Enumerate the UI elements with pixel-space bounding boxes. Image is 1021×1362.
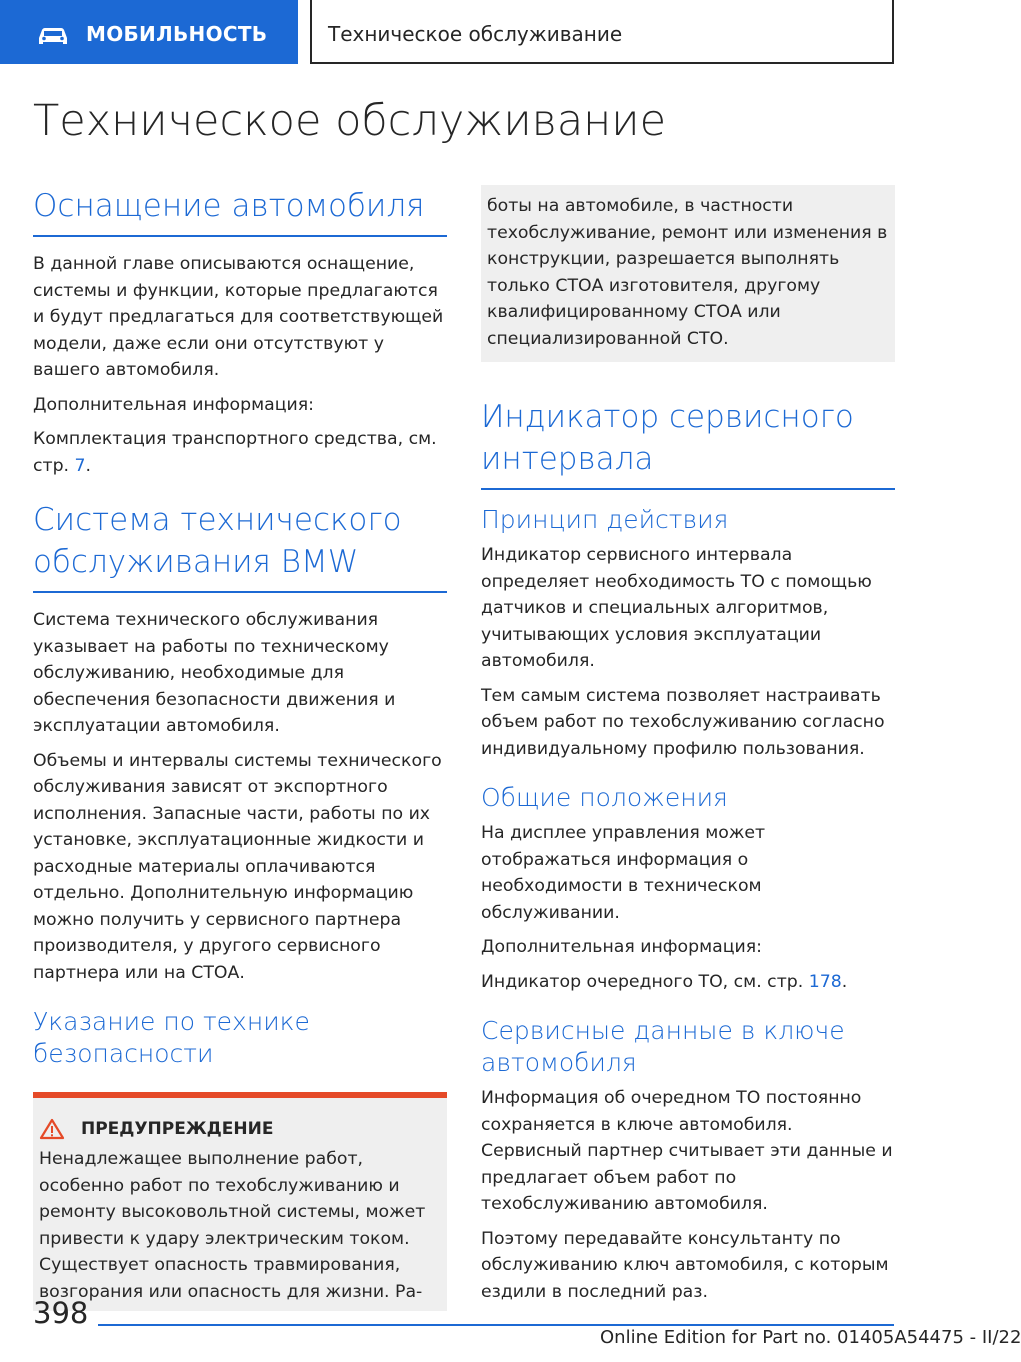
tab-label: МОБИЛЬНОСТЬ bbox=[86, 22, 268, 46]
warning-triangle-icon bbox=[39, 1118, 65, 1140]
paragraph: На дисплее управления может отображаться информация о необходимости в техническом обслуживании. bbox=[481, 823, 766, 923]
paragraph: Объемы и интервалы системы технического обслуживания зависят от экспортного исполнения. Запасные части, работы по их установке, эксплуатационные жидкости и расходные материалы оплачиваются отдельно. Дополнительную информацию можно получить у сервисного партнера производителя, у другого сервисного партнера или на СТОА. bbox=[33, 750, 442, 983]
warning-box-continued bbox=[481, 185, 895, 362]
warning-title: ПРЕДУПРЕЖДЕНИЕ bbox=[81, 1119, 274, 1139]
heading-safety-note: Указание по технике безопасности bbox=[33, 1007, 310, 1068]
heading-service-indicator: Индикатор сервисного интервала bbox=[481, 396, 895, 490]
header-tab[interactable] bbox=[0, 0, 298, 64]
paragraph: Информация об очередном ТО постоянно сохраняется в ключе автомобиля. Сервисный партнер считывает эти данные и предлагает объем работ по техобслуживанию автомобиля. bbox=[481, 1088, 893, 1214]
paragraph: Дополнительная информация: bbox=[481, 937, 762, 957]
page-link[interactable]: 178 bbox=[808, 971, 842, 992]
paragraph-text: Комплектация транспортного средства, см. стр. bbox=[33, 429, 437, 476]
paragraph-text: Индикатор очередного ТО, см. стр. bbox=[481, 971, 809, 992]
paragraph: Дополнительная информация: bbox=[33, 394, 314, 415]
paragraph: В данной главе описываются оснащение, системы и функции, которые предлагаются и будут предлагаться для соответствующей модели, даже если они отсутствуют у вашего автомобиля. bbox=[33, 254, 444, 380]
warning-box bbox=[33, 1092, 447, 1311]
left-column bbox=[33, 185, 447, 1311]
paragraph bbox=[33, 426, 447, 479]
paragraph-text: . bbox=[85, 455, 92, 476]
page-title: Техническое обслуживание bbox=[33, 96, 667, 146]
section-header bbox=[310, 0, 894, 64]
section-title: Техническое обслуживание bbox=[328, 22, 623, 46]
paragraph-text: . bbox=[841, 971, 848, 992]
paragraph bbox=[481, 969, 895, 996]
heading-maintenance-system: Система технического обслуживания BMW bbox=[33, 499, 447, 593]
right-column bbox=[481, 185, 895, 1313]
paragraph: Поэтому передавайте консультанту по обслуживанию ключ автомобиля, с которым ездили в последний раз. bbox=[481, 1228, 889, 1302]
page-number: 398 bbox=[33, 1296, 89, 1330]
heading-key-data: Сервисные данные в ключе автомобиля bbox=[481, 1016, 845, 1077]
car-icon bbox=[36, 26, 70, 46]
warning-header bbox=[39, 1118, 439, 1140]
warning-text: Ненадлежащее выполнение работ, особенно работ по техобслуживанию и ремонту высоковольтной системы, может привести к удару электрическим током. Существует опасность травмирования, возгорания или опасность для жизни. Ра- bbox=[39, 1149, 426, 1302]
heading-general: Общие положения bbox=[481, 783, 728, 812]
paragraph: Тем самым система позволяет настраивать объем работ по техобслуживанию согласно индивидуальному профилю пользования. bbox=[481, 685, 885, 759]
heading-principle: Принцип действия bbox=[481, 505, 729, 534]
heading-equipment: Оснащение автомобиля bbox=[33, 185, 447, 237]
edition-note: Online Edition for Part no. 01405A54475 - II/22 bbox=[600, 1327, 1021, 1348]
footer-divider bbox=[98, 1324, 894, 1326]
warning-text: боты на автомобиле, в частности техобслуживание, ремонт или изменения в конструкции, разрешается выполнять только СТОА изготовителя, другому квалифицированному СТОА или специализированной СТО. bbox=[487, 196, 888, 349]
paragraph: Индикатор сервисного интервала определяет необходимость ТО с помощью датчиков и специальных алгоритмов, учитывающих условия эксплуатации автомобиля. bbox=[481, 545, 872, 671]
page-link[interactable]: 7 bbox=[74, 455, 86, 476]
paragraph: Система технического обслуживания указывает на работы по техническому обслуживанию, необходимые для обеспечения безопасности движения и эксплуатации автомобиля. bbox=[33, 610, 396, 736]
